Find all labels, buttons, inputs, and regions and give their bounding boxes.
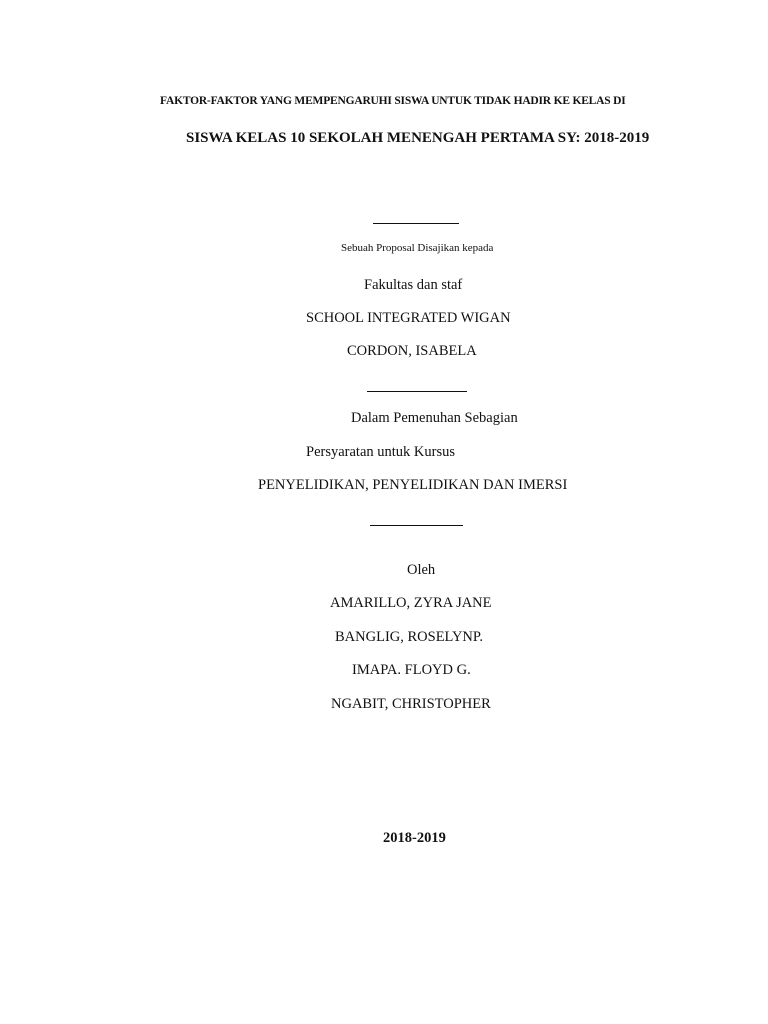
title-line-1: FAKTOR-FAKTOR YANG MEMPENGARUHI SISWA UNTUK TIDAK HADIR KE KELAS DI: [160, 95, 626, 107]
divider-rule-2: [367, 391, 467, 392]
by-label: Oleh: [407, 562, 436, 578]
school-name: SCHOOL INTEGRATED WIGAN: [306, 310, 511, 326]
adviser-name: CORDON, ISABELA: [347, 343, 477, 359]
author-name: BANGLIG, ROSELYNP.: [335, 629, 483, 645]
author-name: IMAPA. FLOYD G.: [352, 662, 471, 678]
divider-rule-1: [373, 223, 459, 224]
faculty-text: Fakultas dan staf: [364, 277, 463, 293]
presented-to-text: Sebuah Proposal Disajikan kepada: [341, 242, 494, 254]
fulfillment-line-2: Persyaratan untuk Kursus: [306, 444, 456, 460]
year-text: 2018-2019: [383, 830, 446, 846]
title-line-2: SISWA KELAS 10 SEKOLAH MENENGAH PERTAMA SY: 2018-2019: [186, 130, 650, 146]
author-name: AMARILLO, ZYRA JANE: [330, 595, 492, 611]
divider-rule-3: [370, 525, 463, 526]
fulfillment-line-1: Dalam Pemenuhan Sebagian: [351, 410, 518, 426]
course-name: PENYELIDIKAN, PENYELIDIKAN DAN IMERSI: [258, 477, 568, 493]
author-name: NGABIT, CHRISTOPHER: [331, 696, 491, 712]
